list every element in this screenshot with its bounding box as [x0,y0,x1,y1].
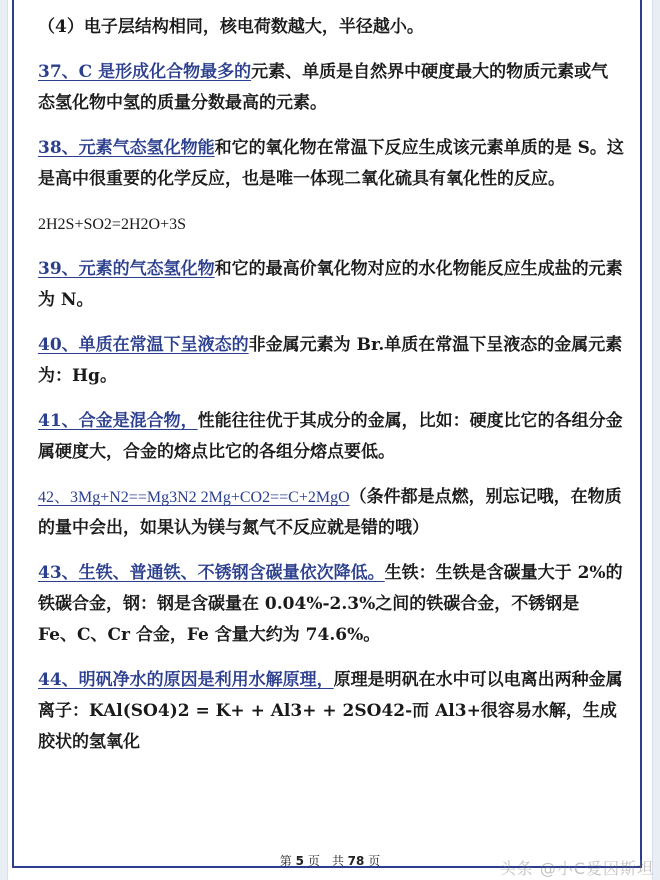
item-43 [38,558,624,651]
item-37 [38,57,624,119]
item-44-text: 原理是明矾在水中可以电离出两种金属离子：KAl(SO4)2 = K+ + Al3+ + 2SO42-而 Al3+很容易水解，生成胶状的氢氧化 [38,670,623,752]
page-footer: 第 5 页 共 78 页 [279,854,381,868]
item-43-text: 生铁：生铁是含碳量大于 2%的铁碳合金，钢：钢是含碳量在 0.04%-2.3%之间的铁碳合金，不锈钢是 Fe、C、Cr 合金，Fe 含量大约为 74.6%。 [38,563,623,645]
item-38 [38,133,624,195]
item-40-lead: 40、单质在常温下呈液态的 [38,335,249,355]
item-40-text: 非金属元素为 Br.单质在常温下呈液态的金属元素为：Hg。 [38,335,623,386]
item-38-equation: 2H2S+SO2=2H2O+3S [38,216,186,233]
watermark-text: 头条 @小C爱因斯坦 [499,859,654,878]
item-41 [38,406,624,468]
document-content [38,12,624,772]
item-37-lead: 37、C 是形成化合物最多的 [38,62,252,82]
current-page-number: 5 [295,854,304,868]
item-41-text: 性能往往优于其成分的金属，比如：硬度比它的各组分金属硬度大，合金的熔点比它的各组分熔点要低。 [38,411,623,462]
item-38-text: 和它的氧化物在常温下反应生成该元素单质的是 S。这是高中很重要的化学反应，也是唯一体现二氧化硫具有氧化性的反应。 [38,138,624,189]
item-42-text: （条件都是点燃，别忘记哦，在物质的量中会出，如果认为镁与氮气不反应就是错的哦） [38,487,622,538]
item-38-lead: 38、元素气态氢化物能 [38,138,215,158]
item-44-lead: 44、明矾净水的原因是利用水解原理， [38,670,334,690]
total-page-number: 78 [347,854,365,868]
paragraph-4: （4）电子层结构相同，核电荷数越大，半径越小。 [38,17,424,37]
item-42 [38,482,624,544]
item-42-lead: 42、3Mg+N2==Mg3N2 2Mg+CO2==C+2MgO [38,489,350,506]
item-39 [38,254,624,316]
item-41-lead: 41、合金是混合物， [38,411,198,431]
item-43-lead: 43、生铁、普通铁、不锈钢含碳量依次降低。 [38,563,385,583]
item-39-lead: 39、元素的气态氢化物 [38,259,215,279]
item-44 [38,665,624,758]
item-37-text: 元素、单质是自然界中硬度最大的物质元素或气态氢化物中氢的质量分数最高的元素。 [38,62,609,113]
document-page [8,0,652,880]
item-39-text: 和它的最高价氧化物对应的水化物能反应生成盐的元素为 N。 [38,259,623,310]
item-40 [38,330,624,392]
